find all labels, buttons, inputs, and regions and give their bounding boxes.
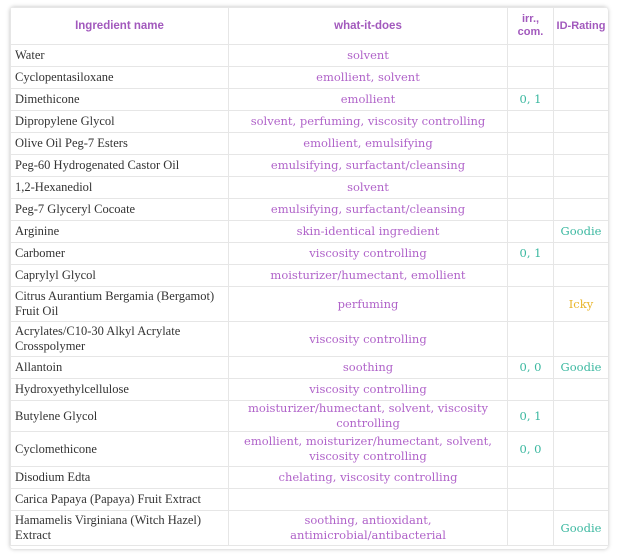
id-rating-cell [554, 265, 609, 287]
irr-com-cell: 0, 1 [508, 401, 554, 432]
irr-com-cell [508, 379, 554, 401]
id-rating-cell [554, 177, 609, 199]
ingredient-name-cell[interactable]: Hamamelis Virginiana (Witch Hazel) Extract [11, 511, 229, 546]
irr-com-cell [508, 133, 554, 155]
what-it-does-cell[interactable]: viscosity controlling [229, 379, 508, 401]
table-row [11, 287, 609, 322]
table-row [11, 322, 609, 357]
what-it-does-cell[interactable]: emulsifying, surfactant/cleansing [229, 199, 508, 221]
irr-com-cell: 0, 0 [508, 357, 554, 379]
id-rating-cell [554, 67, 609, 89]
id-rating-cell [554, 467, 609, 489]
table-row [11, 111, 609, 133]
what-it-does-cell[interactable]: perfuming [229, 287, 508, 322]
id-rating-cell [554, 133, 609, 155]
table-row [11, 199, 609, 221]
ingredient-name-cell[interactable]: Caprylyl Glycol [11, 265, 229, 287]
what-it-does-cell[interactable]: emollient, emulsifying [229, 133, 508, 155]
ingredients-table-body [11, 45, 609, 546]
ingredient-name-cell[interactable]: Disodium Edta [11, 467, 229, 489]
id-rating-cell [554, 243, 609, 265]
ingredient-name-cell[interactable]: Peg-7 Glyceryl Cocoate [11, 199, 229, 221]
ingredient-name-cell[interactable]: Carica Papaya (Papaya) Fruit Extract [11, 489, 229, 511]
what-it-does-cell[interactable]: soothing [229, 357, 508, 379]
id-rating-cell [554, 379, 609, 401]
id-rating-cell [554, 89, 609, 111]
irr-com-cell [508, 221, 554, 243]
table-row [11, 177, 609, 199]
what-it-does-cell[interactable]: solvent [229, 177, 508, 199]
table-row [11, 489, 609, 511]
what-it-does-cell[interactable]: emulsifying, surfactant/cleansing [229, 155, 508, 177]
irr-com-cell [508, 155, 554, 177]
irr-com-cell [508, 265, 554, 287]
table-row [11, 89, 609, 111]
table-row [11, 432, 609, 467]
id-rating-cell [554, 155, 609, 177]
what-it-does-cell[interactable]: moisturizer/humectant, solvent, viscosity controlling [229, 401, 508, 432]
table-row [11, 401, 609, 432]
id-rating-cell[interactable]: Icky [554, 287, 609, 322]
ingredient-name-cell[interactable]: 1,2-Hexanediol [11, 177, 229, 199]
what-it-does-cell[interactable]: soothing, antioxidant, antimicrobial/antibacterial [229, 511, 508, 546]
id-rating-cell[interactable]: Goodie [554, 357, 609, 379]
what-it-does-cell[interactable]: viscosity controlling [229, 243, 508, 265]
table-row [11, 243, 609, 265]
what-it-does-cell[interactable]: moisturizer/humectant, emollient [229, 265, 508, 287]
id-rating-cell [554, 489, 609, 511]
irr-com-cell: 0, 1 [508, 89, 554, 111]
ingredient-name-cell[interactable]: Olive Oil Peg-7 Esters [11, 133, 229, 155]
table-row [11, 265, 609, 287]
ingredients-table-card [10, 7, 608, 549]
id-rating-cell [554, 45, 609, 67]
table-row [11, 67, 609, 89]
what-it-does-cell[interactable]: chelating, viscosity controlling [229, 467, 508, 489]
what-it-does-cell[interactable]: emollient [229, 89, 508, 111]
irr-com-cell [508, 199, 554, 221]
what-it-does-cell[interactable]: solvent, perfuming, viscosity controlling [229, 111, 508, 133]
ingredient-name-cell[interactable]: Hydroxyethylcellulose [11, 379, 229, 401]
ingredient-name-cell[interactable]: Cyclopentasiloxane [11, 67, 229, 89]
irr-com-cell [508, 322, 554, 357]
ingredient-name-cell[interactable]: Water [11, 45, 229, 67]
table-row [11, 221, 609, 243]
table-row [11, 155, 609, 177]
table-row [11, 357, 609, 379]
what-it-does-cell[interactable]: emollient, solvent [229, 67, 508, 89]
irr-com-cell [508, 511, 554, 546]
column-header-what-it-does[interactable]: what-it-does [229, 8, 508, 45]
table-row [11, 511, 609, 546]
irr-com-cell [508, 467, 554, 489]
irr-com-cell [508, 45, 554, 67]
ingredient-name-cell[interactable]: Arginine [11, 221, 229, 243]
what-it-does-cell[interactable]: solvent [229, 45, 508, 67]
ingredient-name-cell[interactable]: Citrus Aurantium Bergamia (Bergamot) Fruit Oil [11, 287, 229, 322]
ingredient-name-cell[interactable]: Acrylates/C10-30 Alkyl Acrylate Crosspolymer [11, 322, 229, 357]
what-it-does-cell[interactable] [229, 489, 508, 511]
irr-com-cell [508, 67, 554, 89]
what-it-does-cell[interactable]: viscosity controlling [229, 322, 508, 357]
table-row [11, 379, 609, 401]
table-row [11, 467, 609, 489]
ingredient-name-cell[interactable]: Carbomer [11, 243, 229, 265]
irr-com-cell: 0, 1 [508, 243, 554, 265]
what-it-does-cell[interactable]: skin-identical ingredient [229, 221, 508, 243]
table-row [11, 45, 609, 67]
irr-com-cell: 0, 0 [508, 432, 554, 467]
id-rating-cell[interactable]: Goodie [554, 511, 609, 546]
id-rating-cell [554, 401, 609, 432]
column-header-irr-com[interactable]: irr., com. [508, 8, 554, 45]
what-it-does-cell[interactable]: emollient, moisturizer/humectant, solvent, viscosity controlling [229, 432, 508, 467]
id-rating-cell [554, 322, 609, 357]
ingredients-table [10, 7, 608, 546]
irr-com-cell [508, 489, 554, 511]
irr-com-cell [508, 287, 554, 322]
column-header-id-rating[interactable]: ID-Rating [554, 8, 609, 45]
ingredient-name-cell[interactable]: Butylene Glycol [11, 401, 229, 432]
ingredient-name-cell[interactable]: Allantoin [11, 357, 229, 379]
table-row [11, 133, 609, 155]
ingredient-name-cell[interactable]: Dimethicone [11, 89, 229, 111]
ingredient-name-cell[interactable]: Peg-60 Hydrogenated Castor Oil [11, 155, 229, 177]
column-header-ingredient-name[interactable]: Ingredient name [11, 8, 229, 45]
irr-com-cell [508, 177, 554, 199]
id-rating-cell[interactable]: Goodie [554, 221, 609, 243]
id-rating-cell [554, 199, 609, 221]
ingredient-name-cell[interactable]: Cyclomethicone [11, 432, 229, 467]
id-rating-cell [554, 432, 609, 467]
table-header-row [11, 8, 609, 45]
ingredient-name-cell[interactable]: Dipropylene Glycol [11, 111, 229, 133]
id-rating-cell [554, 111, 609, 133]
irr-com-cell [508, 111, 554, 133]
